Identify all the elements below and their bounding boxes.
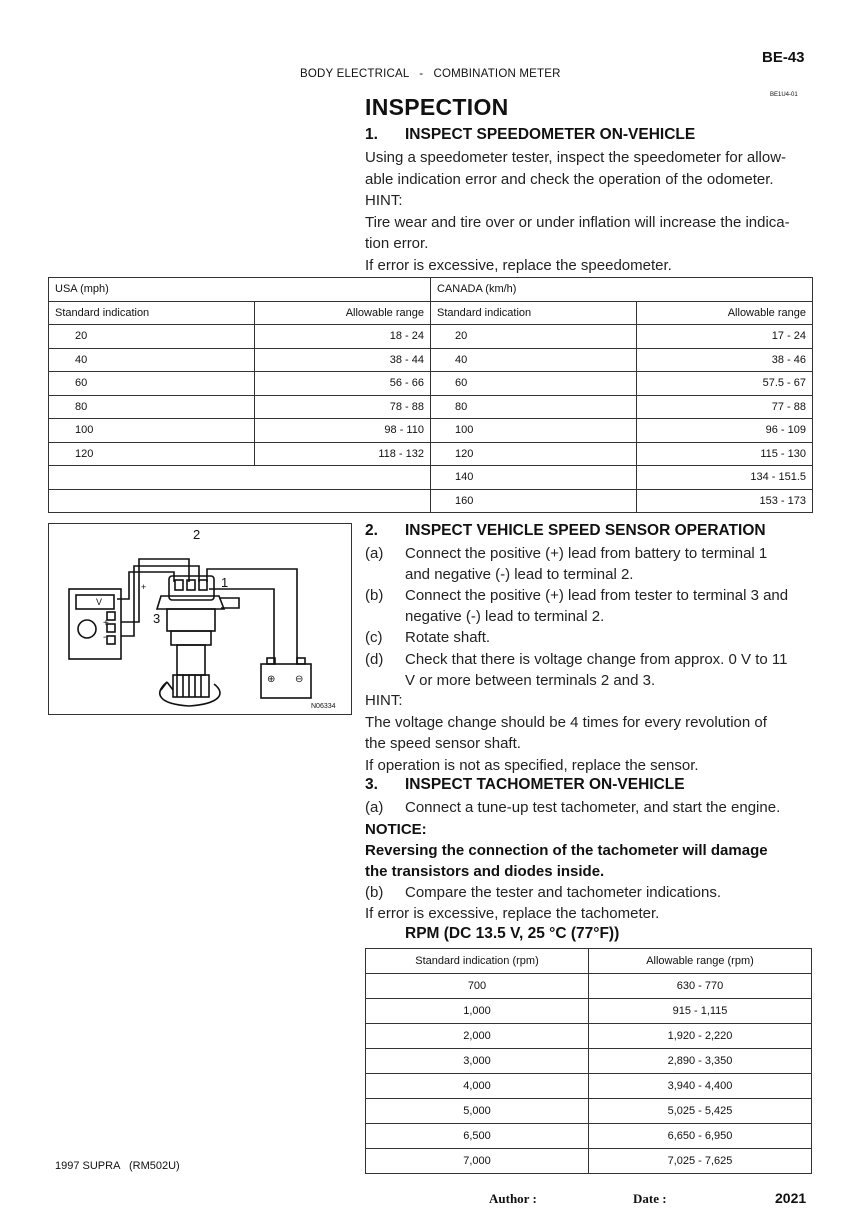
canada-range-cell: 96 - 109 (637, 419, 813, 443)
step3-title: INSPECT TACHOMETER ON-VEHICLE (405, 776, 685, 793)
usa-std-cell: 60 (49, 372, 255, 396)
table-row (366, 999, 812, 1024)
item-label: (b) (365, 587, 384, 604)
rpm-std-cell: 6,500 (366, 1124, 589, 1149)
canada-range-cell: 77 - 88 (637, 395, 813, 419)
canada-std-cell: 20 (430, 325, 636, 349)
rpm-std-cell: 7,000 (366, 1149, 589, 1174)
canada-range-cell: 153 - 173 (637, 489, 813, 513)
rpm-table (365, 948, 812, 1174)
rpm-std-cell: 1,000 (366, 999, 589, 1024)
usa-std-label: Standard indication (49, 301, 255, 325)
notice-label: NOTICE: (365, 821, 427, 838)
usa-range-cell: 56 - 66 (255, 372, 431, 396)
usa-range-cell: 78 - 88 (255, 395, 431, 419)
terminal-label-3: 3 (153, 611, 161, 626)
canada-range-cell: 38 - 46 (637, 348, 813, 372)
canada-range-cell: 57.5 - 67 (637, 372, 813, 396)
usa-std-cell: 40 (49, 348, 255, 372)
step1-title: INSPECT SPEEDOMETER ON-VEHICLE (405, 126, 696, 143)
document-code: BE1U4-01 (770, 92, 798, 98)
canada-range-label: Allowable range (637, 301, 813, 325)
item-label: (a) (365, 799, 384, 816)
step1-line: If error is excessive, replace the speedometer. (365, 256, 672, 274)
step1-line: Using a speedometer tester, inspect the speedometer for allow- (365, 149, 787, 166)
footer-date: Date : (633, 1191, 667, 1206)
step2-hint (365, 690, 815, 776)
table-row (49, 325, 813, 349)
speed-sensor-diagram (48, 523, 352, 715)
rpm-col-std: Standard indication (rpm) (366, 949, 589, 974)
canada-std-cell: 40 (430, 348, 636, 372)
table-row (366, 1024, 812, 1049)
canada-std-cell: 160 (430, 489, 636, 513)
table-row (49, 419, 813, 443)
hint-label: HINT: (365, 692, 403, 709)
usa-std-cell: 20 (49, 325, 255, 349)
terminal-label-1: 1 (221, 575, 229, 590)
rpm-range-cell: 6,650 - 6,950 (589, 1124, 812, 1149)
usa-std-cell: 100 (49, 419, 255, 443)
step1-body (365, 147, 815, 276)
table-row (49, 348, 813, 372)
canada-std-cell: 60 (430, 372, 636, 396)
rpm-col-range: Allowable range (rpm) (589, 949, 812, 974)
rpm-std-cell: 700 (366, 974, 589, 999)
step2-title: INSPECT VEHICLE SPEED SENSOR OPERATION (405, 522, 766, 539)
table-row (366, 1149, 812, 1174)
footer-model: 1997 SUPRA (RM502U) (55, 1160, 180, 1172)
wiring-illustration (49, 524, 351, 714)
meter-minus: - (103, 632, 107, 643)
usa-range-label: Allowable range (255, 301, 431, 325)
usa-std-cell: 80 (49, 395, 255, 419)
table-row (366, 1049, 812, 1074)
page-title: INSPECTION (365, 94, 509, 120)
rpm-range-cell: 3,940 - 4,400 (589, 1074, 812, 1099)
usa-range-cell: 118 - 132 (255, 442, 431, 466)
item-label: (a) (365, 545, 384, 562)
svg-text:+: + (141, 582, 147, 592)
item-label: (c) (365, 629, 383, 646)
step1-line: able indication error and check the operation of the odometer. (365, 170, 774, 188)
table-row (49, 442, 813, 466)
usa-range-cell: 38 - 44 (255, 348, 431, 372)
canada-range-cell: 17 - 24 (637, 325, 813, 349)
rpm-range-cell: 915 - 1,115 (589, 999, 812, 1024)
usa-header: USA (mph) (49, 278, 431, 302)
table-row (366, 1074, 812, 1099)
step3-number: 3. (365, 776, 378, 793)
section-header: BODY ELECTRICAL - COMBINATION METER (300, 68, 561, 80)
step1-number: 1. (365, 126, 378, 143)
footer-page-number: 2021 (775, 1190, 807, 1206)
rpm-range-cell: 7,025 - 7,625 (589, 1149, 812, 1174)
usa-range-cell: 98 - 110 (255, 419, 431, 443)
table-row (49, 489, 813, 513)
item-text: Compare the tester and tachometer indications. (405, 884, 722, 901)
replace-note: If error is excessive, replace the tachometer. (365, 905, 660, 922)
item-text: Rotate shaft. (405, 629, 491, 646)
table-row (49, 372, 813, 396)
table-row (366, 1099, 812, 1124)
rpm-table-title: RPM (DC 13.5 V, 25 °C (77°F)) (405, 925, 620, 942)
item-text: Connect the positive (+) lead from battery to terminal 1 and negative (-) lead to terminal 2. (405, 545, 768, 583)
speedometer-table (48, 277, 813, 513)
rpm-range-cell: 5,025 - 5,425 (589, 1099, 812, 1124)
svg-text:⊕: ⊕ (267, 674, 276, 685)
meter-plus: + (103, 618, 109, 629)
hint-line: The voltage change should be 4 times for every revolution of (365, 713, 767, 731)
rpm-std-cell: 3,000 (366, 1049, 589, 1074)
canada-std-cell: 80 (430, 395, 636, 419)
usa-empty-cell (49, 489, 431, 513)
item-text: Connect a tune-up test tachometer, and start the engine. (405, 799, 781, 816)
step1-line: HINT: (365, 192, 403, 209)
page-number: BE-43 (762, 49, 805, 66)
rpm-range-cell: 2,890 - 3,350 (589, 1049, 812, 1074)
hint-line: If operation is not as specified, replace the sensor. (365, 756, 699, 774)
footer-author: Author : (489, 1191, 537, 1206)
usa-std-cell: 120 (49, 442, 255, 466)
rpm-std-cell: 4,000 (366, 1074, 589, 1099)
step2-number: 2. (365, 522, 378, 539)
item-text: Connect the positive (+) lead from tester to terminal 3 and negative (-) lead to terminal 2. (405, 587, 789, 625)
meter-label: V (96, 597, 103, 607)
notice-line: the transistors and diodes inside. (365, 863, 605, 880)
canada-range-cell: 134 - 151.5 (637, 466, 813, 490)
table-row (49, 466, 813, 490)
canada-std-cell: 100 (430, 419, 636, 443)
usa-empty-cell (49, 466, 431, 490)
terminal-label-2: 2 (193, 527, 201, 542)
usa-range-cell: 18 - 24 (255, 325, 431, 349)
canada-std-cell: 120 (430, 442, 636, 466)
rpm-range-cell: 1,920 - 2,220 (589, 1024, 812, 1049)
item-label: (b) (365, 884, 384, 901)
step2-heading (365, 522, 766, 540)
item-label: (d) (365, 651, 384, 668)
rpm-range-cell: 630 - 770 (589, 974, 812, 999)
table-row (49, 395, 813, 419)
step1-heading (365, 126, 695, 144)
step3-heading (365, 776, 685, 794)
table-row (366, 1124, 812, 1149)
hint-line: the speed sensor shaft. (365, 735, 521, 752)
canada-std-cell: 140 (430, 466, 636, 490)
canada-header: CANADA (km/h) (430, 278, 812, 302)
table-row (366, 974, 812, 999)
canada-range-cell: 115 - 130 (637, 442, 813, 466)
step1-line: Tire wear and tire over or under inflation will increase the indica- (365, 213, 790, 231)
diagram-id: N06334 (311, 703, 336, 710)
notice-line: Reversing the connection of the tachometer will damage (365, 842, 768, 859)
item-text: Check that there is voltage change from approx. 0 V to 11 V or more between terminals 2 and 3. (405, 651, 788, 689)
rpm-std-cell: 2,000 (366, 1024, 589, 1049)
step1-line: tion error. (365, 235, 429, 252)
svg-text:⊖: ⊖ (295, 674, 304, 685)
canada-std-label: Standard indication (430, 301, 636, 325)
rpm-std-cell: 5,000 (366, 1099, 589, 1124)
